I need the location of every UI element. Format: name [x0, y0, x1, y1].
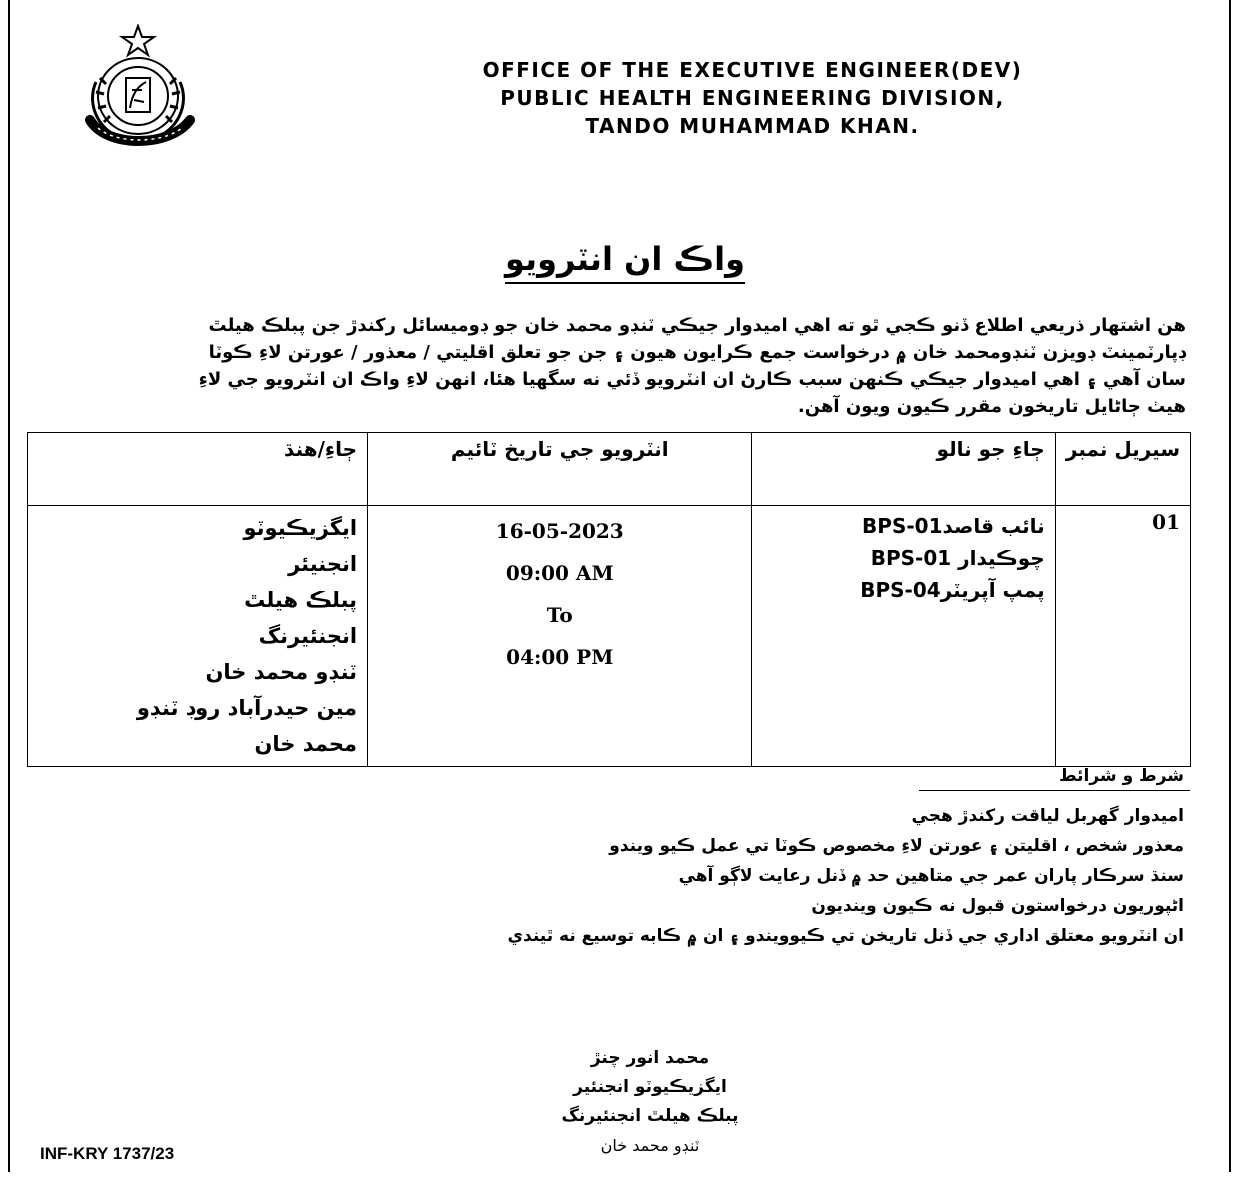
place-line: انجنيئر	[288, 552, 358, 576]
interview-date: 16-05-2023	[495, 519, 624, 543]
page-title	[480, 240, 770, 278]
place-line: محمد خان	[254, 732, 358, 756]
place-line: مين حيدرآباد روڊ ٽنڊو	[136, 696, 358, 720]
header-line-division: PUBLIC HEALTH ENGINEERING DIVISION,	[500, 86, 1005, 110]
post-pump-operator: پمپ آپريٽرBPS-04	[860, 578, 1045, 602]
header-line-office: OFFICE OF THE EXECUTIVE ENGINEER(DEV)	[482, 58, 1023, 82]
list-item: سنڌ سرڪار پاران عمر جي متاهين حد ۾ ڏنل رعايت لاڳو آهي	[678, 866, 1184, 886]
intro-line: هن اشتهار ذريعي اطلاع ڏنو ڪجي ٿو ته اهي اميدوار جيڪي ٽنڊو محمد خان جو ڊوميسائل رکندڙ جن پبلڪ هيلٿ	[208, 315, 1186, 336]
post-naib-qasid: نائب قاصدBPS-01	[862, 514, 1045, 538]
serial-cell: 01	[1055, 506, 1190, 767]
header-place: ڄاءِ/هنڌ	[28, 433, 368, 506]
title-text: واڪ ان انٽرويو	[505, 240, 745, 284]
place-line: پبلڪ هيلٿ	[244, 588, 358, 612]
government-emblem-logo	[76, 24, 206, 156]
header-line-city: TANDO MUHAMMAD KHAN.	[585, 114, 920, 138]
place-cell	[28, 506, 368, 767]
post-cell	[752, 506, 1055, 767]
intro-line: سان آهي ۽ اهي اميدوار جيڪي ڪنهن سبب ڪارڻ ان انٽرويو ڏئي نه سگهيا هئا، انهن لاءِ واڪ ان انٽرويو جي لاءِ	[198, 369, 1186, 390]
table-header-row	[28, 433, 1191, 506]
signatory-city: ٽنڊو محمد خان	[600, 1136, 700, 1155]
time-separator: To	[546, 603, 573, 627]
signatory-designation: ايگزيڪيوٽو انجنئير	[573, 1077, 727, 1097]
place-line: ٽنڊو محمد خان	[205, 660, 358, 684]
list-item: اڻپوريون درخواستون قبول نه ڪيون وينديون	[811, 896, 1184, 916]
terms-section	[370, 766, 1190, 951]
list-item: ان انٽرويو معتلق اداري جي ڏنل تاريخن تي ڪيوويندو ۽ ان ۾ ڪابه توسيع نه ٿيندي	[507, 926, 1184, 946]
office-header	[380, 56, 1125, 140]
page-border-left	[8, 0, 10, 1172]
time-to: 04:00 PM	[506, 645, 614, 669]
intro-line: هيٺ ڄاڻايل تاريخون مقرر ڪيون ويون آهن.	[797, 396, 1186, 417]
terms-heading: شرط و شرائط	[919, 766, 1190, 791]
header-post: ڄاءِ جو نالو	[752, 433, 1055, 506]
intro-line: ڊپارٽمينٽ ڊويزن ٽنڊومحمد خان ۾ درخواست جمع ڪرايون هيون ۽ جن جو تعلق اقليتي / معذور / عورتن لاءِ ڪوٽا	[208, 342, 1186, 363]
intro-paragraph	[70, 312, 1186, 420]
page-border-right	[1229, 0, 1231, 1172]
list-item: معذور شخص ، اقليتن ۽ عورتن لاءِ مخصوص ڪوٽا تي عمل ڪيو ويندو	[609, 836, 1184, 856]
place-line: انجنئيرنگ	[258, 624, 358, 648]
place-line: ايگزيڪيوٽو	[243, 516, 358, 540]
signatory-name: محمد انور چنڙ	[590, 1048, 710, 1068]
interview-table	[27, 432, 1191, 767]
table-row	[28, 506, 1191, 767]
header-serial: سيريل نمبر	[1055, 433, 1190, 506]
emblem-icon	[76, 24, 206, 156]
time-from: 09:00 AM	[505, 561, 614, 585]
signature-block	[520, 1044, 780, 1160]
reference-number: INF-KRY 1737/23	[40, 1144, 175, 1163]
datetime-cell	[368, 506, 752, 767]
list-item: اميدوار گهربل لياقت رکندڙ هجي	[911, 806, 1184, 826]
terms-list	[370, 801, 1190, 951]
header-datetime: انٽرويو جي تاريخ ٽائيم	[368, 433, 752, 506]
signatory-department: پبلڪ هيلٿ انجنئيرنگ	[561, 1106, 739, 1126]
post-chowkidar: چوڪيدار BPS-01	[870, 546, 1045, 570]
